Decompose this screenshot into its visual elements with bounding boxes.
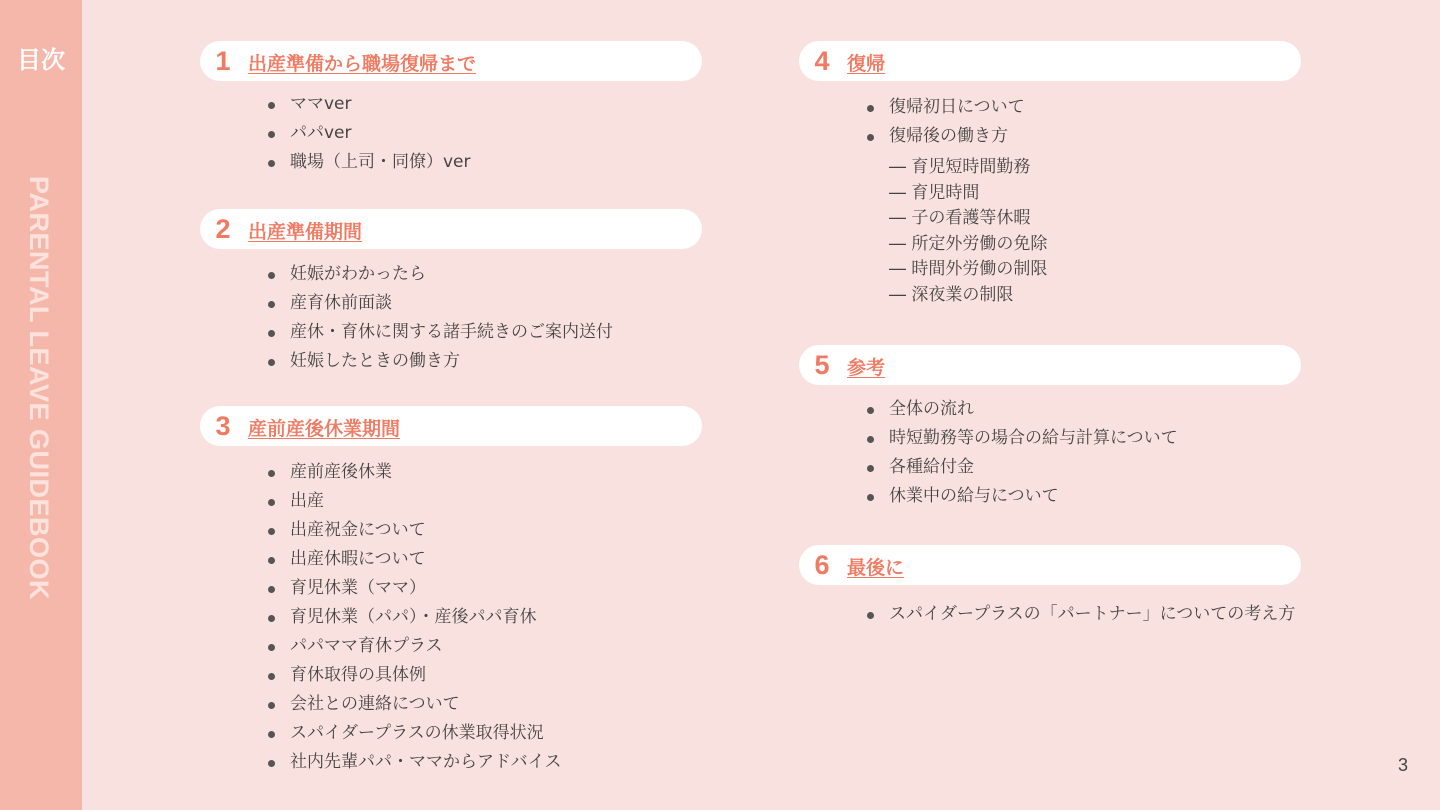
bullet-icon — [268, 702, 275, 709]
list-item: 出産祝金について — [266, 516, 702, 545]
list-item: 職場（上司・同僚）ver — [266, 148, 702, 177]
section-item-list — [266, 458, 702, 777]
guidebook-vertical-title: PARENTAL LEAVE GUIDEBOOK — [24, 176, 54, 601]
bullet-icon — [268, 528, 275, 535]
list-item: 時短勤務等の場合の給与計算について — [865, 424, 1301, 453]
bullet-icon — [268, 615, 275, 622]
list-item: スパイダープラスの「パートナー」についての考え方 — [865, 600, 1301, 629]
bullet-icon — [268, 760, 275, 767]
page-number: 3 — [1397, 755, 1408, 775]
list-item: 産休・育休に関する諸手続きのご案内送付 — [266, 318, 702, 347]
section-item-list — [865, 600, 1301, 629]
section-link[interactable]: 最後に — [847, 556, 905, 579]
section-2 — [200, 209, 702, 376]
section-link[interactable]: 復帰 — [847, 52, 886, 75]
section-header — [200, 209, 702, 249]
list-item: スパイダープラスの休業取得状況 — [266, 719, 702, 748]
list-item: 全体の流れ — [865, 395, 1301, 424]
section-1 — [200, 41, 702, 177]
list-item: 育休取得の具体例 — [266, 661, 702, 690]
bullet-icon — [268, 499, 275, 506]
bullet-icon — [268, 330, 275, 337]
bullet-icon — [268, 644, 275, 651]
section-item-list — [865, 93, 1301, 151]
list-item: 各種給付金 — [865, 453, 1301, 482]
sub-list-item: ― 所定外労働の免除 — [889, 233, 1048, 254]
bullet-icon — [268, 470, 275, 477]
list-item: 復帰後の働き方 — [865, 122, 1301, 151]
section-link[interactable]: 参考 — [847, 356, 886, 379]
list-item: 会社との連絡について — [266, 690, 702, 719]
list-item: 育児休業（ママ） — [266, 574, 702, 603]
section-header — [200, 406, 702, 446]
sub-list-item: ― 子の看護等休暇 — [889, 208, 1031, 229]
work-style-sublist — [889, 155, 1301, 309]
section-item-list — [266, 260, 702, 376]
sub-list-item: ― 深夜業の制限 — [889, 284, 1014, 305]
sub-list-item: ― 時間外労働の制限 — [889, 259, 1048, 280]
section-header — [799, 345, 1301, 385]
bullet-icon — [268, 102, 275, 109]
list-item: 産前産後休業 — [266, 458, 702, 487]
bullet-icon — [867, 105, 874, 112]
bullet-icon — [867, 612, 874, 619]
section-number: 1 — [215, 45, 231, 76]
section-link[interactable]: 出産準備から職場復帰まで — [248, 52, 477, 75]
bullet-icon — [268, 673, 275, 680]
section-header — [799, 545, 1301, 585]
sidebar — [0, 0, 82, 810]
section-6 — [799, 545, 1301, 629]
list-item: 育児休業（パパ）・産後パパ育休 — [266, 603, 702, 632]
section-link[interactable]: 産前産後休業期間 — [248, 417, 401, 440]
section-number: 4 — [814, 45, 830, 76]
list-item: 産育休前面談 — [266, 289, 702, 318]
list-item: ママver — [266, 90, 702, 119]
list-item: 妊娠したときの働き方 — [266, 347, 702, 376]
section-header — [200, 41, 702, 81]
section-number: 6 — [814, 549, 830, 580]
bullet-icon — [867, 134, 874, 141]
section-5 — [799, 345, 1301, 511]
bullet-icon — [268, 160, 275, 167]
bullet-icon — [268, 731, 275, 738]
bullet-icon — [268, 586, 275, 593]
list-item: 社内先輩パパ・ママからアドバイス — [266, 748, 702, 777]
bullet-icon — [268, 301, 275, 308]
bullet-icon — [867, 436, 874, 443]
bullet-icon — [867, 407, 874, 414]
list-item: 出産 — [266, 487, 702, 516]
list-item: 出産休暇について — [266, 545, 702, 574]
list-item: 復帰初日について — [865, 93, 1301, 122]
list-item: パパママ育休プラス — [266, 632, 702, 661]
section-number: 5 — [814, 349, 830, 380]
section-link[interactable]: 出産準備期間 — [248, 220, 363, 243]
section-item-list — [266, 90, 702, 177]
section-3 — [200, 406, 702, 777]
section-header — [799, 41, 1301, 81]
bullet-icon — [867, 494, 874, 501]
section-number: 3 — [215, 410, 231, 441]
bullet-icon — [268, 557, 275, 564]
section-number: 2 — [215, 213, 231, 244]
list-item: 休業中の給与について — [865, 482, 1301, 511]
list-item: 妊娠がわかったら — [266, 260, 702, 289]
bullet-icon — [867, 465, 874, 472]
section-item-list — [865, 395, 1301, 511]
bullet-icon — [268, 131, 275, 138]
sub-list-item: ― 育児時間 — [889, 182, 980, 203]
list-item: パパver — [266, 119, 702, 148]
sub-list-item: ― 育児短時間勤務 — [889, 157, 1031, 177]
bullet-icon — [268, 272, 275, 279]
section-4 — [799, 41, 1301, 309]
toc-title: 目次 — [17, 46, 65, 74]
bullet-icon — [268, 359, 275, 366]
